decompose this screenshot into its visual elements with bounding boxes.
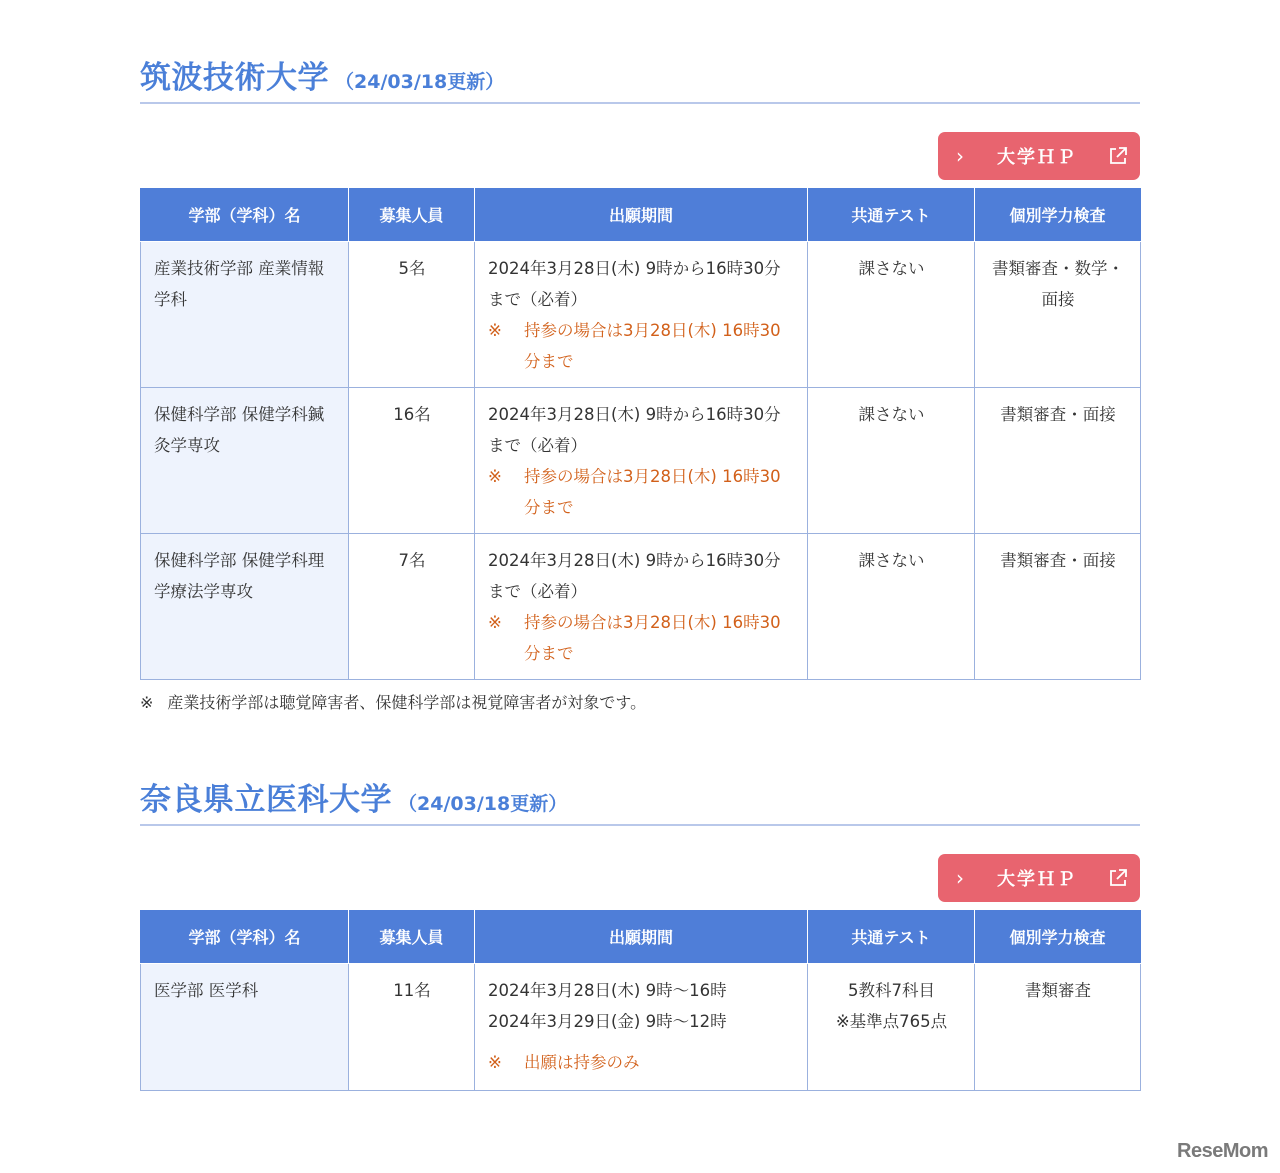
resemom-logo: ReseMom (1177, 1140, 1268, 1162)
cell-dept: 保健科学部 保健学科鍼灸学専攻 (141, 388, 349, 534)
university-name: 筑波技術大学 (140, 60, 329, 96)
admission-table (140, 188, 1141, 680)
period-text: 2024年3月28日(木) 9時から16時30分まで（必着） (488, 405, 781, 455)
period-note: ※ 持参の場合は3月28日(木) 16時30分まで (488, 613, 781, 663)
university-heading (140, 48, 1140, 104)
header-common-test: 共通テスト (808, 188, 975, 242)
period-text: 2024年3月29日(金) 9時～12時 (488, 1012, 727, 1031)
cell-period (475, 388, 808, 534)
hp-button-label: 大学ＨＰ (997, 147, 1077, 168)
updated-date: （24/03/18更新） (398, 793, 568, 815)
cell-common-test: 課さない (808, 388, 975, 534)
cell-dept: 保健科学部 保健学科理学療法学専攻 (141, 534, 349, 680)
period-text: 2024年3月28日(木) 9時から16時30分まで（必着） (488, 551, 781, 601)
header-period: 出願期間 (475, 910, 808, 964)
table-row (141, 242, 1141, 388)
cell-capacity: 11名 (349, 964, 475, 1091)
university-name: 奈良県立医科大学 (140, 782, 392, 818)
cell-exam: 書類審査・数学・面接 (975, 242, 1141, 388)
cell-common-test: 課さない (808, 534, 975, 680)
cell-exam: 書類審査 (975, 964, 1141, 1091)
table-header-row (141, 188, 1141, 242)
period-text: 2024年3月28日(木) 9時～16時 (488, 981, 727, 1000)
cell-capacity: 16名 (349, 388, 475, 534)
cell-dept: 医学部 医学科 (141, 964, 349, 1091)
chevron-right-icon: › (956, 144, 964, 168)
university-hp-button[interactable] (938, 854, 1140, 902)
cell-exam: 書類審査・面接 (975, 388, 1141, 534)
external-link-icon (1096, 868, 1140, 888)
header-exam: 個別学力検査 (975, 910, 1141, 964)
table-header-row (141, 910, 1141, 964)
external-link-icon (1096, 146, 1140, 166)
table-row (141, 964, 1141, 1091)
cell-capacity: 5名 (349, 242, 475, 388)
cell-period (475, 964, 808, 1091)
chevron-right-icon: › (956, 866, 964, 890)
table-row (141, 534, 1141, 680)
period-note: ※ 持参の場合は3月28日(木) 16時30分まで (488, 467, 781, 517)
footnote-text: 産業技術学部は聴覚障害者、保健科学部は視覚障害者が対象です。 (167, 693, 647, 712)
table-row (141, 388, 1141, 534)
university-heading (140, 770, 1140, 826)
cell-dept: 産業技術学部 産業情報学科 (141, 242, 349, 388)
header-period: 出願期間 (475, 188, 808, 242)
footnote: ※ 産業技術学部は聴覚障害者、保健科学部は視覚障害者が対象です。 (140, 693, 647, 712)
header-capacity: 募集人員 (349, 910, 475, 964)
cell-common-test: 課さない (808, 242, 975, 388)
header-dept: 学部（学科）名 (141, 188, 349, 242)
period-text: 2024年3月28日(木) 9時から16時30分まで（必着） (488, 259, 781, 309)
cell-exam: 書類審査・面接 (975, 534, 1141, 680)
cell-period (475, 534, 808, 680)
university-section-nara (140, 770, 1140, 1091)
cell-common-test: 5教科7科目 ※基準点765点 (808, 964, 975, 1091)
period-note: ※ 出願は持参のみ (488, 1053, 640, 1072)
admission-table (140, 910, 1141, 1091)
header-exam: 個別学力検査 (975, 188, 1141, 242)
header-dept: 学部（学科）名 (141, 910, 349, 964)
university-section-tsukuba (140, 48, 1140, 680)
period-note: ※ 持参の場合は3月28日(木) 16時30分まで (488, 321, 781, 371)
cell-period (475, 242, 808, 388)
hp-button-label: 大学ＨＰ (997, 869, 1077, 890)
updated-date: （24/03/18更新） (335, 71, 505, 93)
header-common-test: 共通テスト (808, 910, 975, 964)
header-capacity: 募集人員 (349, 188, 475, 242)
cell-capacity: 7名 (349, 534, 475, 680)
university-hp-button[interactable] (938, 132, 1140, 180)
